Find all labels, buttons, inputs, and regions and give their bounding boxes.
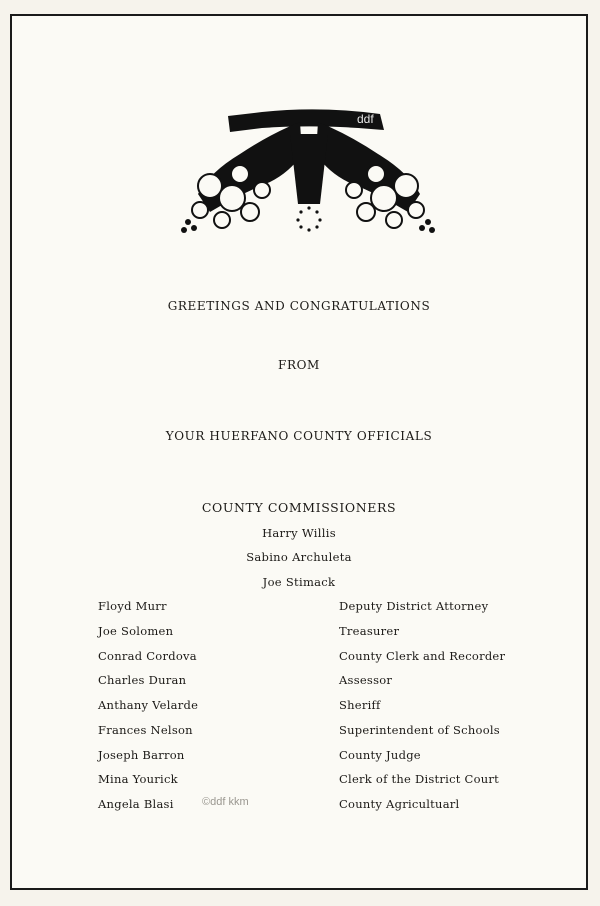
official-row xyxy=(12,797,586,817)
official-name: Conrad Cordova xyxy=(98,649,197,663)
official-row xyxy=(12,698,586,718)
official-title: Treasurer xyxy=(339,624,400,638)
watermark-bottom: ©ddf kkm xyxy=(202,796,249,808)
official-name: Joseph Barron xyxy=(98,748,185,762)
official-name: Mina Yourick xyxy=(98,772,178,786)
official-name: Charles Duran xyxy=(98,673,187,687)
official-title: Assessor xyxy=(339,673,393,687)
cornucopia-illustration xyxy=(170,94,448,244)
official-title: County Clerk and Recorder xyxy=(339,649,506,663)
official-title: Clerk of the District Court xyxy=(339,772,500,786)
official-title: Deputy District Attorney xyxy=(339,599,489,613)
official-name: Frances Nelson xyxy=(98,723,193,737)
official-name: Floyd Murr xyxy=(98,599,167,613)
commissioner-name: Joe Stimack xyxy=(262,575,336,589)
official-title: County Judge xyxy=(339,748,421,762)
official-name: Angela Blasi xyxy=(98,797,174,811)
official-name: Anthany Velarde xyxy=(98,698,199,712)
greeting-heading: GREETINGS AND CONGRATULATIONS xyxy=(167,299,431,313)
commissioner-name: Sabino Archuleta xyxy=(246,550,352,564)
officials-heading: YOUR HUERFANO COUNTY OFFICIALS xyxy=(165,429,433,443)
official-row xyxy=(12,748,586,768)
official-title: County Agricultuarl xyxy=(339,797,460,811)
official-row xyxy=(12,772,586,792)
commissioners-heading: COUNTY COMMISSIONERS xyxy=(201,500,397,515)
from-text: FROM xyxy=(278,358,320,372)
official-row xyxy=(12,599,586,619)
commissioner-name: Harry Willis xyxy=(262,526,336,540)
official-row xyxy=(12,673,586,693)
official-title: Superintendent of Schools xyxy=(339,723,500,737)
official-row xyxy=(12,624,586,644)
document-page xyxy=(10,14,588,890)
official-name: Joe Solomen xyxy=(98,624,174,638)
official-title: Sheriff xyxy=(339,698,381,712)
official-row xyxy=(12,723,586,743)
watermark-top: ddf xyxy=(357,112,374,126)
official-row xyxy=(12,649,586,669)
